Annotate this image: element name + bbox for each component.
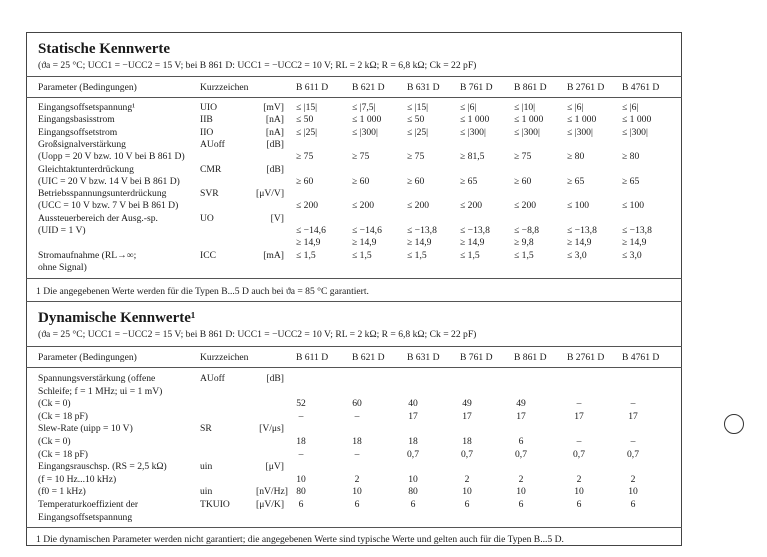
value-cell: ≥ 65 (460, 175, 478, 187)
dynamic-divider-bottom (26, 527, 682, 528)
header-type: B 4761 D (622, 82, 660, 93)
table-row (28, 250, 680, 261)
value-cell: ≤ 1 000 (352, 114, 382, 126)
value-cell: ≤ 200 (352, 200, 375, 212)
table-row (28, 176, 680, 187)
value-cell: ≤ −13,8 (407, 225, 437, 236)
param-cell: Temperaturkoeffizient der (38, 499, 139, 510)
table-row (28, 512, 680, 523)
value-cell: ≤ 50 (407, 114, 425, 126)
value-cell: ≥ 60 (407, 175, 425, 187)
param-cell: (Ck = 18 pF) (38, 410, 88, 422)
value-cell: 17 (516, 410, 526, 422)
static-divider-bottom (26, 278, 682, 279)
value-cell: 0,7 (627, 448, 639, 460)
value-cell: ≥ 75 (296, 151, 314, 163)
value-cell: ≤ −14,6 (352, 225, 382, 236)
value-cell: ≥ 65 (567, 175, 585, 187)
value-cell: ≤ |15| (296, 102, 318, 113)
value-cell: 6 (630, 499, 636, 510)
value-cell: 10 (408, 473, 418, 485)
symbol-cell: IIB (200, 114, 213, 126)
value-cell: ≤ 1 000 (622, 114, 652, 126)
value-cell: 60 (352, 398, 362, 410)
value-cell: ≥ 14,9 (567, 237, 592, 249)
table-row (28, 139, 680, 150)
value-cell: ≥ 60 (514, 175, 532, 187)
value-cell: 17 (462, 410, 472, 422)
value-cell: ≥ 81,5 (460, 151, 485, 163)
value-cell: ≥ 65 (622, 175, 640, 187)
value-cell: 40 (408, 398, 418, 410)
table-row (28, 499, 680, 510)
value-cell: – (298, 410, 304, 422)
value-cell: ≤ |300| (460, 126, 486, 138)
header-type: B 621 D (352, 352, 385, 363)
value-cell: – (354, 448, 360, 460)
table-row (28, 164, 680, 175)
value-cell: ≤ −14,6 (296, 225, 326, 236)
param-cell: Eingangsbasisstrom (38, 114, 115, 126)
header-type: B 761 D (460, 82, 493, 93)
header-type: B 631 D (407, 352, 440, 363)
value-cell: 6 (298, 499, 304, 510)
header-type: B 861 D (514, 82, 547, 93)
value-cell: 18 (296, 436, 306, 447)
table-row (28, 486, 680, 497)
static-footnote: 1 Die angegebenen Werte werden für die Typen B...5 D auch bei ϑa = 85 °C garantiert. (36, 286, 369, 297)
value-cell: 49 (516, 398, 526, 410)
table-row (28, 151, 680, 162)
value-cell: ≥ 75 (352, 151, 370, 163)
value-cell: 17 (574, 410, 584, 422)
value-cell: ≤ |300| (352, 126, 378, 138)
value-cell: ≤ |300| (622, 126, 648, 138)
value-cell: ≥ 80 (622, 151, 640, 163)
value-cell: ≤ −13,8 (460, 225, 490, 236)
circle-icon (724, 414, 744, 434)
value-cell: ≤ 50 (296, 114, 314, 126)
value-cell: ≤ |10| (514, 102, 536, 113)
table-row (28, 411, 680, 422)
param-cell: Eingangsoffsetstrom (38, 126, 118, 138)
param-cell: Schleife; f = 1 MHz; ui = 1 mV) (38, 385, 163, 397)
dynamic-footnote: 1 Die dynamischen Parameter werden nicht garantiert; die angegebenen Werte sind typische Werte und gelten auch für die Typen B...5 D. (36, 534, 564, 545)
symbol-cell: SR (200, 423, 212, 435)
value-cell: 2 (518, 473, 524, 485)
value-cell: ≤ |6| (622, 102, 639, 113)
value-cell: ≥ 14,9 (622, 237, 647, 249)
value-cell: ≤ |6| (460, 102, 477, 113)
value-cell: 6 (410, 499, 416, 510)
table-row (28, 127, 680, 138)
param-cell: (Ck = 0) (38, 398, 71, 410)
table-row (28, 373, 680, 384)
value-cell: ≤ |6| (567, 102, 584, 113)
dynamic-divider-header (26, 367, 682, 368)
value-cell: 2 (630, 473, 636, 485)
value-cell: 6 (518, 499, 524, 510)
value-cell: ≥ 9,8 (514, 237, 534, 249)
param-cell: (f = 10 Hz...10 kHz) (38, 473, 117, 485)
value-cell: 2 (464, 473, 470, 485)
value-cell: ≤ |7,5| (352, 102, 376, 113)
value-cell: ≥ 60 (296, 175, 314, 187)
value-cell: 0,7 (515, 448, 527, 460)
param-cell: (Ck = 18 pF) (38, 448, 88, 460)
value-cell: ≤ 1 000 (460, 114, 490, 126)
header-type: B 2761 D (567, 82, 605, 93)
value-cell: 10 (574, 486, 584, 498)
symbol-cell: CMR (200, 163, 222, 175)
header-type: B 4761 D (622, 352, 660, 363)
header-symbol: Kurzzeichen (200, 352, 249, 363)
param-cell: Eingangsrauschsp. (RS = 2,5 kΩ) (38, 461, 167, 473)
value-cell: 80 (408, 486, 418, 498)
table-row (28, 386, 680, 397)
value-cell: ≤ 1,5 (514, 249, 534, 261)
symbol-cell: UIO (200, 102, 218, 113)
param-cell: Gleichtaktunterdrückung (38, 163, 134, 175)
value-cell: ≥ 14,9 (296, 237, 321, 249)
value-cell: 17 (628, 410, 638, 422)
header-symbol: Kurzzeichen (200, 82, 249, 93)
table-row (28, 213, 680, 224)
param-cell: ohne Signal) (38, 261, 87, 273)
value-cell: ≥ 75 (514, 151, 532, 163)
value-cell: 18 (462, 436, 472, 447)
value-cell: 10 (516, 486, 526, 498)
dynamic-title: Dynamische Kennwerte¹ (38, 310, 196, 326)
value-cell: ≥ 60 (352, 175, 370, 187)
header-type: B 2761 D (567, 352, 605, 363)
unit-cell: [dB] (266, 138, 284, 150)
value-cell: – (576, 436, 582, 447)
table-row (28, 225, 680, 236)
value-cell: 80 (296, 486, 306, 498)
param-cell: Eingangsoffsetspannung¹ (38, 102, 136, 113)
value-cell: 10 (628, 486, 638, 498)
table-row (28, 188, 680, 199)
param-cell: (UID = 1 V) (38, 225, 86, 236)
header-type: B 861 D (514, 352, 547, 363)
value-cell: ≤ −8,8 (514, 225, 540, 236)
unit-cell: [nA] (265, 114, 284, 126)
param-cell: (Ck = 0) (38, 436, 71, 447)
value-cell: 18 (352, 436, 362, 447)
dynamic-conditions: (ϑa = 25 °C; UCC1 = −UCC2 = 15 V; bei B 861 D: UCC1 = −UCC2 = 10 V; RL = 2 kΩ; R = 6,8 kΩ; Ck = 22 pF) (38, 329, 477, 340)
value-cell: 10 (352, 486, 362, 498)
table-row (28, 102, 680, 113)
header-type: B 611 D (296, 352, 329, 363)
value-cell: 10 (462, 486, 472, 498)
value-cell: ≥ 14,9 (352, 237, 377, 249)
symbol-cell: TKUIO (200, 499, 230, 510)
value-cell: 6 (464, 499, 470, 510)
value-cell: 2 (354, 473, 360, 485)
static-header-row (28, 82, 680, 93)
static-title: Statische Kennwerte (38, 41, 171, 57)
unit-cell: [μV] (265, 461, 284, 473)
table-row (28, 449, 680, 460)
value-cell: ≤ 200 (296, 200, 319, 212)
dynamic-header-row (28, 352, 680, 363)
value-cell: 0,7 (407, 448, 419, 460)
param-cell: (f0 = 1 kHz) (38, 486, 86, 498)
value-cell: – (298, 448, 304, 460)
header-param: Parameter (Bedingungen) (38, 82, 137, 93)
value-cell: ≤ 100 (622, 200, 645, 212)
header-type: B 611 D (296, 82, 329, 93)
table-row (28, 262, 680, 273)
section-divider (26, 301, 682, 302)
unit-cell: [nV/Hz] (256, 486, 288, 498)
unit-cell: [dB] (266, 163, 284, 175)
value-cell: ≤ 100 (567, 200, 590, 212)
param-cell: Stromaufnahme (RL→∞; (38, 249, 137, 261)
value-cell: ≤ |300| (514, 126, 540, 138)
unit-cell: [V] (270, 212, 284, 224)
value-cell: ≥ 14,9 (407, 237, 432, 249)
value-cell: ≤ −13,8 (567, 225, 597, 236)
unit-cell: [nA] (265, 126, 284, 138)
static-divider-top (26, 76, 682, 77)
value-cell: ≤ 1 000 (514, 114, 544, 126)
value-cell: ≤ −13,8 (622, 225, 652, 236)
header-param: Parameter (Bedingungen) (38, 352, 137, 363)
value-cell: ≤ 200 (514, 200, 537, 212)
param-cell: Spannungsverstärkung (offene (38, 373, 156, 384)
symbol-cell: uin (200, 486, 213, 498)
param-cell: Großsignalverstärkung (38, 138, 126, 150)
value-cell: ≥ 75 (407, 151, 425, 163)
value-cell: 10 (296, 473, 306, 485)
symbol-cell: AUoff (200, 138, 225, 150)
value-cell: 6 (354, 499, 360, 510)
value-cell: ≤ |15| (407, 102, 429, 113)
value-cell: ≤ |25| (296, 126, 318, 138)
value-cell: 0,7 (573, 448, 585, 460)
value-cell: ≤ 3,0 (567, 249, 587, 261)
value-cell: ≤ 1,5 (296, 249, 316, 261)
param-cell: (Uopp = 20 V bzw. 10 V bei B 861 D) (38, 151, 185, 163)
header-type: B 621 D (352, 82, 385, 93)
value-cell: 17 (408, 410, 418, 422)
symbol-cell: UO (200, 212, 214, 224)
value-cell: ≤ |300| (567, 126, 593, 138)
value-cell: – (630, 398, 636, 410)
symbol-cell: SVR (200, 188, 219, 200)
value-cell: 49 (462, 398, 472, 410)
table-row (28, 114, 680, 125)
value-cell: – (354, 410, 360, 422)
header-type: B 631 D (407, 82, 440, 93)
symbol-cell: uin (200, 461, 213, 473)
table-row (28, 436, 680, 447)
value-cell: ≥ 14,9 (460, 237, 485, 249)
value-cell: 2 (576, 473, 582, 485)
symbol-cell: AUoff (200, 373, 225, 384)
dynamic-divider-top (26, 346, 682, 347)
value-cell: ≤ 1,5 (407, 249, 427, 261)
unit-cell: [V/μs] (259, 423, 284, 435)
value-cell: ≤ 200 (407, 200, 430, 212)
param-cell: Slew-Rate (uipp = 10 V) (38, 423, 133, 435)
value-cell: 0,7 (461, 448, 473, 460)
param-cell: Aussteuerbereich der Ausg.-sp. (38, 212, 158, 224)
unit-cell: [mA] (263, 249, 284, 261)
unit-cell: [μV/K] (256, 499, 285, 510)
param-cell: Eingangsoffsetspannung (38, 511, 133, 523)
unit-cell: [mV] (263, 102, 284, 113)
static-conditions: (ϑa = 25 °C; UCC1 = −UCC2 = 15 V; bei B 861 D: UCC1 = −UCC2 = 10 V; RL = 2 kΩ; R = 6,8 kΩ; Ck = 22 pF) (38, 60, 477, 71)
symbol-cell: IIO (200, 126, 214, 138)
value-cell: ≤ 200 (460, 200, 483, 212)
table-row (28, 474, 680, 485)
table-row (28, 237, 680, 248)
value-cell: ≤ 1 000 (567, 114, 597, 126)
value-cell: ≤ 1,5 (460, 249, 480, 261)
unit-cell: [μV/V] (256, 188, 285, 200)
value-cell: 18 (408, 436, 418, 447)
value-cell: 6 (518, 436, 524, 447)
param-cell: (UIC = 20 V bzw. 14 V bei B 861 D) (38, 175, 180, 187)
table-row (28, 398, 680, 409)
value-cell: ≤ 1,5 (352, 249, 372, 261)
symbol-cell: ICC (200, 249, 216, 261)
value-cell: ≤ |25| (407, 126, 429, 138)
value-cell: – (576, 398, 582, 410)
table-row (28, 461, 680, 472)
table-row (28, 200, 680, 211)
header-type: B 761 D (460, 352, 493, 363)
unit-cell: [dB] (266, 373, 284, 384)
static-divider-header (26, 97, 682, 98)
value-cell: ≤ 3,0 (622, 249, 642, 261)
value-cell: 6 (576, 499, 582, 510)
table-row (28, 423, 680, 434)
param-cell: (UCC = 10 V bzw. 7 V bei B 861 D) (38, 200, 179, 212)
value-cell: ≥ 80 (567, 151, 585, 163)
param-cell: Betriebsspannungsunterdrückung (38, 188, 167, 200)
value-cell: – (630, 436, 636, 447)
value-cell: 52 (296, 398, 306, 410)
